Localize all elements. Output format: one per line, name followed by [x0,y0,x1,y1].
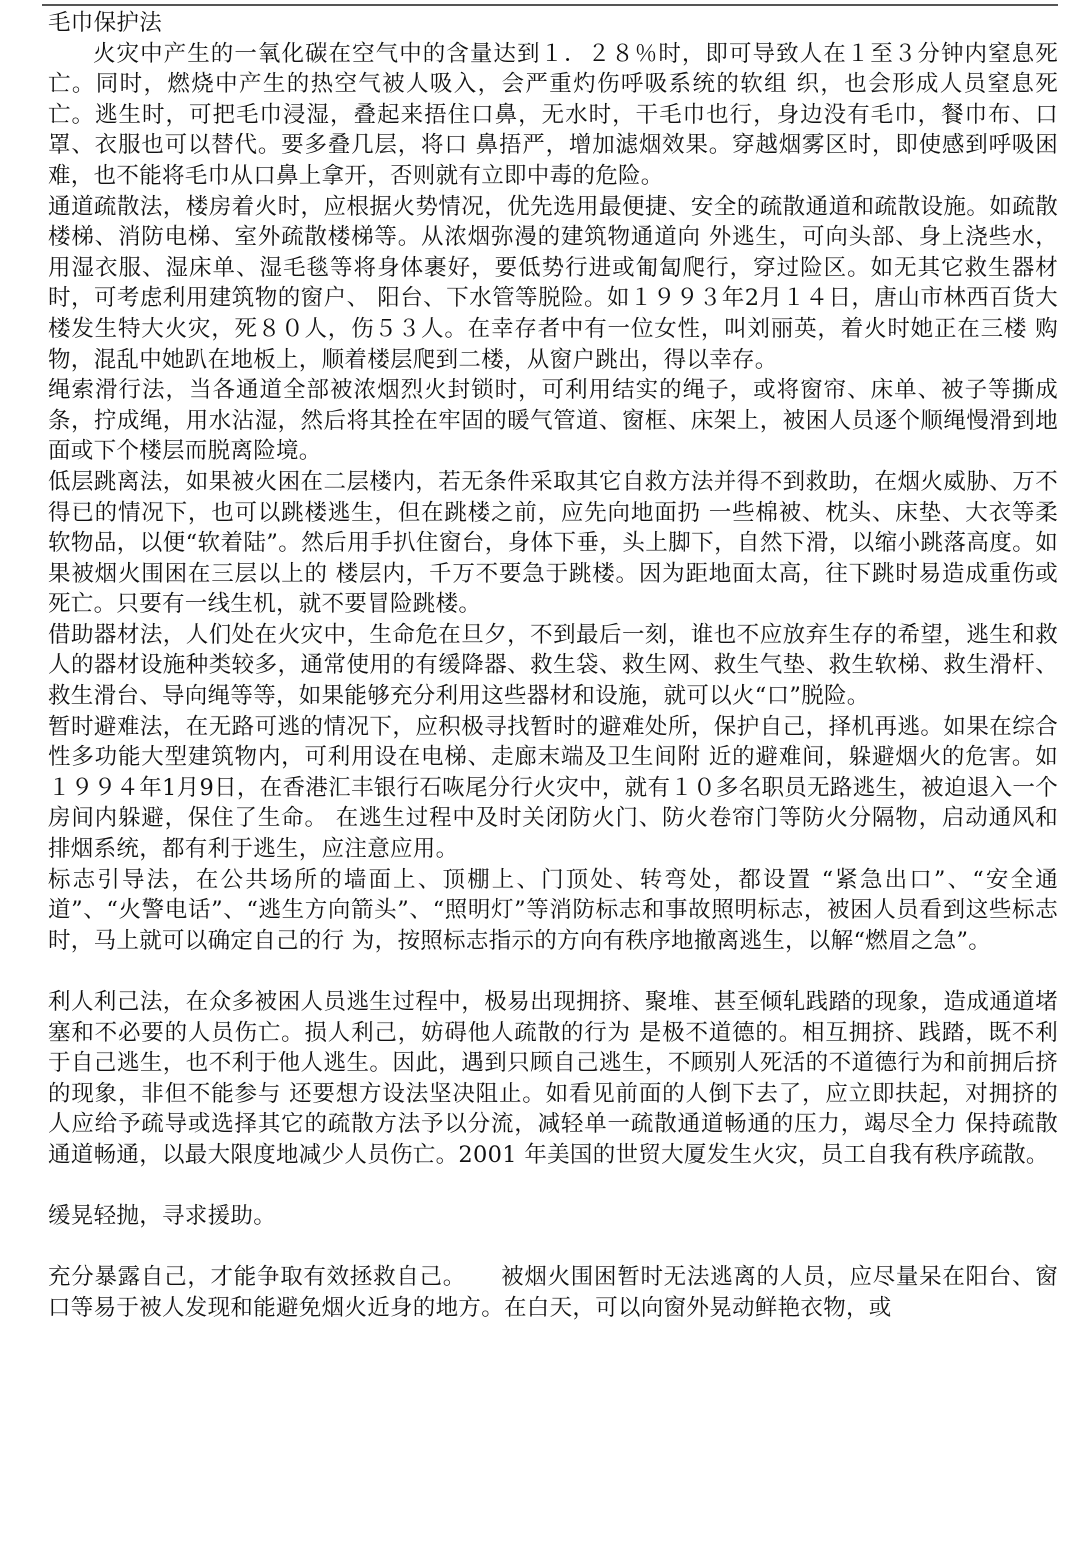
paragraph-towel-method: 火灾中产生的一氧化碳在空气中的含量达到１．２８％时，即可导致人在１至３分钟内窒息死亡。同时，燃烧中产生的热空气被人吸入，会严重灼伤呼吸系统的软组 织，也会形成人员窒息死亡。逃生时，可把毛巾浸湿，叠起来捂住口鼻，无水时，干毛巾也行，身边没有毛巾，餐巾布、口罩、衣服也可以替代。要多叠几层，将口 鼻捂严，增加滤烟效果。穿越烟雾区时，即使感到呼吸困难，也不能将毛巾从口鼻上拿开，否则就有立即中毒的危险。 [48,40,1058,189]
top-rule [42,4,1058,6]
document-body [48,8,1058,1324]
paragraph-gap [48,1232,1058,1263]
paragraph-mutual-benefit: 利人利己法，在众多被困人员逃生过程中，极易出现拥挤、聚堆、甚至倾轧践踏的现象，造成通道堵塞和不必要的人员伤亡。损人利己，妨碍他人疏散的行为 是极不道德的。相互拥挤、践踏，既不利于自己逃生，也不利于他人逃生。因此，遇到只顾自己逃生，不顾别人死活的不道德行为和前拥后挤的现象，非但不能参与 还要想方设法坚决阻止。如看见前面的人倒下去了，应立即扶起，对拥挤的人应给予疏导或选择其它的疏散方法予以分流，减轻单一疏散通道畅通的压力，竭尽全力 保持疏散通道畅通，以最大限度地减少人员伤亡。2001 年美国的世贸大厦发生火灾，员工自我有秩序疏散。 [48,989,1058,1168]
paragraph-slow-throw: 缓晃轻抛，寻求援助。 [48,1203,277,1230]
paragraph-gap [48,1171,1058,1202]
paragraph-temporary-refuge: 暂时避难法，在无路可逃的情况下，应积极寻找暂时的避难处所，保护自己，择机再逃。如果在综合性多功能大型建筑物内，可利用设在电梯、走廊末端及卫生间附 近的避难间，躲避烟火的危害。如１９９４年1月9日，在香港汇丰银行石咴尾分行火灾中，就有１０多名职员无路逃生，被迫退入一个房间内躲避，保住了生命。 在逃生过程中及时关闭防火门、防火卷帘门等防火分隔物，启动通风和排烟系统，都有利于逃生，应注意应用。 [48,713,1058,863]
document-heading: 毛巾保护法 [48,10,163,36]
paragraph-gap [48,956,1058,987]
paragraph-low-floor-jump: 低层跳离法，如果被火困在二层楼内，若无条件采取其它自救方法并得不到救助，在烟火威胁、万不得已的情况下，也可以跳楼逃生，但在跳楼之前，应先向地面扔 一些棉被、枕头、床垫、大衣等柔软物品，以便“软着陆”。然后用手扒住窗台，身体下垂，头上脚下，自然下滑，以缩小跳落高度。如果被烟火围困在三层以上的 楼层内，千万不要急于跳楼。因为距地面太高，往下跳时易造成重伤或死亡。只要有一线生机，就不要冒险跳楼。 [48,468,1058,618]
paragraph-passage-evacuation: 通道疏散法，楼房着火时，应根据火势情况，优先选用最便捷、安全的疏散通道和疏散设施。如疏散楼梯、消防电梯、室外疏散楼梯等。从浓烟弥漫的建筑物通道向 外逃生，可向头部、身上浇些水，用湿衣服、湿床单、湿毛毯等将身体裹好，要低势行进或匍匐爬行，穿过险区。如无其它救生器材时，可考虑利用建筑物的窗户、 阳台、下水管等脱险。如１９９３年2月１４日，唐山市林西百货大楼发生特大火灾，死８０人，伤５３人。在幸存者中有一位女性，叫刘丽英，着火时她正在三楼 购物，混乱中她趴在地板上，顺着楼层爬到二楼，从窗户跳出，得以幸存。 [48,193,1058,373]
paragraph-expose-self: 充分暴露自己，才能争取有效拯救自己。 被烟火围困暂时无法逃离的人员，应尽量呆在阳台、窗口等易于被人发现和能避免烟火近身的地方。在白天，可以向窗外晃动鲜艳衣物，或 [48,1264,1058,1321]
paragraph-rope-sliding: 绳索滑行法，当各通道全部被浓烟烈火封锁时，可利用结实的绳子，或将窗帘、床单、被子等撕成条，拧成绳，用水沾湿，然后将其拴在牢固的暖气管道、窗框、床架上，被困人员逐个顺绳慢滑到地面或下个楼层而脱离险境。 [48,377,1058,465]
paragraph-equipment-aid: 借助器材法，人们处在火灾中，生命危在旦夕，不到最后一刻，谁也不应放弃生存的希望，逃生和救人的器材设施种类较多，通常使用的有缓降器、救生袋、救生网、救生气垫、救生软梯、救生滑杆、救生滑台、导向绳等等，如果能够充分利用这些器材和设施，就可以火“口”脱险。 [48,621,1058,710]
paragraph-sign-guidance: 标志引导法，在公共场所的墙面上、顶棚上、门顶处、转弯处，都设置 “紧急出口”、“安全通道”、“火警电话”、“逃生方向箭头”、“照明灯”等消防标志和事故照明标志，被困人员看到这些标志时，马上就可以确定自己的行 为，按照标志指示的方向有秩序地撤离逃生，以解“燃眉之急”。 [48,866,1058,954]
